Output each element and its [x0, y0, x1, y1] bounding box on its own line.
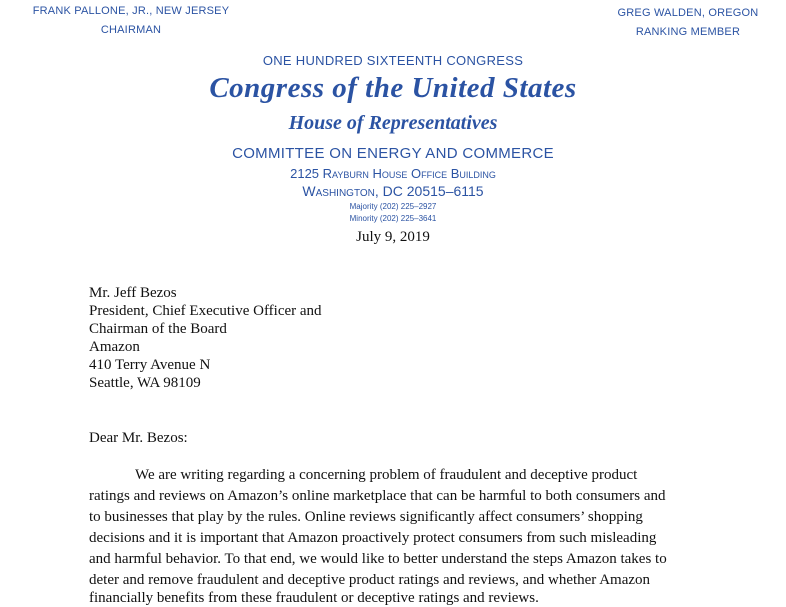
recipient-line: Mr. Jeff Bezos	[89, 285, 177, 301]
recipient-line: President, Chief Executive Officer and	[89, 303, 322, 319]
body-line: We are writing regarding a concerning problem of fraudulent and deceptive product	[135, 467, 638, 483]
ranking-member-name: GREG WALDEN, OREGON	[617, 7, 759, 19]
body-line: financially benefits from these fraudulent or deceptive ratings and reviews.	[89, 590, 539, 606]
body-line: to businesses that play by the rules. Online reviews significantly affect consumers’ shopping	[89, 509, 643, 525]
majority-phone: Majority (202) 225–2927	[349, 202, 437, 211]
recipient-line: 410 Terry Avenue N	[89, 357, 211, 373]
recipient-address	[89, 284, 322, 392]
minority-phone: Minority (202) 225–3641	[349, 214, 437, 223]
recipient-line: Amazon	[89, 339, 140, 355]
recipient-line: Seattle, WA 98109	[89, 375, 201, 391]
chairman-title: CHAIRMAN	[100, 24, 162, 36]
body-line: decisions and it is important that Amazon proactively protect consumers from such misleading	[89, 530, 657, 546]
address-line-2: Washington, DC 20515–6115	[302, 183, 484, 199]
committee-name: COMMITTEE ON ENERGY AND COMMERCE	[232, 145, 554, 162]
letter-date: July 9, 2019	[356, 229, 430, 245]
body-line: and harmful behavior. To that end, we would like to better understand the steps Amazon takes to	[89, 551, 667, 567]
ranking-member-title: RANKING MEMBER	[635, 26, 741, 38]
congress-title: Congress of the United States	[209, 72, 577, 104]
house-title: House of Representatives	[288, 112, 498, 134]
congress-number: ONE HUNDRED SIXTEENTH CONGRESS	[262, 53, 524, 68]
recipient-line: Chairman of the Board	[89, 321, 227, 337]
body-line: deter and remove fraudulent and deceptive product ratings and reviews, and whether Amazon	[89, 572, 651, 588]
body-line: ratings and reviews on Amazon’s online marketplace that can be harmful to both consumers and	[89, 488, 666, 504]
chairman-name: FRANK PALLONE, JR., NEW JERSEY	[32, 5, 230, 17]
salutation: Dear Mr. Bezos:	[89, 430, 188, 446]
address-line-1: 2125 Rayburn House Office Building	[290, 166, 496, 181]
